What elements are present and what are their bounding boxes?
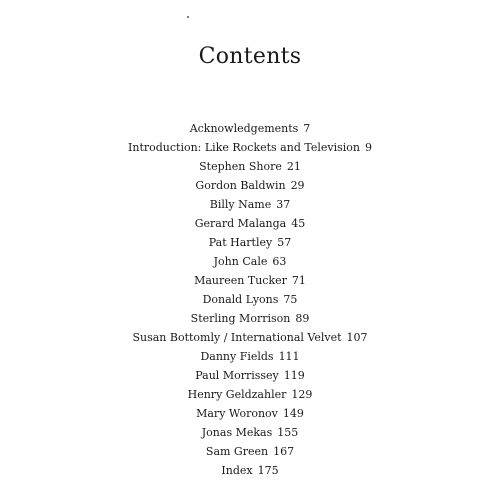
toc-entry-page-number: 149 <box>282 407 304 420</box>
toc-entry-title: Maureen Tucker <box>194 274 287 287</box>
toc-entry-title: John Cale <box>213 255 268 268</box>
toc-entry-title: Mary Woronov <box>196 407 278 420</box>
toc-entry <box>0 176 500 195</box>
table-of-contents <box>0 119 500 480</box>
toc-entry-title: Danny Fields <box>200 350 274 363</box>
toc-entry <box>0 290 500 309</box>
toc-entry-title: Introduction: Like Rockets and Television <box>128 141 360 154</box>
toc-entry-page-number: 63 <box>272 255 287 268</box>
toc-entry <box>0 138 500 157</box>
toc-entry-page-number: 7 <box>303 122 311 135</box>
toc-entry-page-number: 111 <box>278 350 300 363</box>
toc-entry-title: Paul Morrissey <box>195 369 279 382</box>
toc-entry-title: Susan Bottomly / International Velvet <box>132 331 342 344</box>
toc-entry <box>0 233 500 252</box>
toc-entry-page-number: 29 <box>290 179 305 192</box>
toc-entry <box>0 385 500 404</box>
toc-entry-page-number: 57 <box>277 236 292 249</box>
toc-entry-title: Henry Geldzahler <box>187 388 287 401</box>
toc-entry-title: Gordon Baldwin <box>195 179 286 192</box>
toc-entry <box>0 461 500 480</box>
toc-entry <box>0 347 500 366</box>
toc-entry-title: Jonas Mekas <box>201 426 273 439</box>
toc-entry-page-number: 45 <box>291 217 306 230</box>
toc-entry-title: Pat Hartley <box>208 236 273 249</box>
toc-entry <box>0 309 500 328</box>
toc-entry-title: Donald Lyons <box>202 293 279 306</box>
toc-entry-title: Gerard Malanga <box>194 217 287 230</box>
toc-entry <box>0 119 500 138</box>
toc-entry <box>0 423 500 442</box>
toc-entry-title: Sam Green <box>205 445 269 458</box>
toc-entry-title: Acknowledgements <box>189 122 299 135</box>
print-speck <box>187 16 189 18</box>
toc-entry <box>0 442 500 461</box>
toc-entry-page-number: 89 <box>295 312 310 325</box>
toc-entry-page-number: 175 <box>257 464 279 477</box>
toc-entry-page-number: 119 <box>283 369 305 382</box>
toc-entry-title: Index <box>221 464 253 477</box>
toc-entry <box>0 214 500 233</box>
toc-entry-page-number: 167 <box>273 445 295 458</box>
toc-entry-page-number: 107 <box>346 331 368 344</box>
toc-entry-page-number: 9 <box>364 141 372 154</box>
toc-entry <box>0 404 500 423</box>
toc-entry-page-number: 129 <box>291 388 313 401</box>
toc-entry-page-number: 75 <box>283 293 298 306</box>
toc-entry <box>0 252 500 271</box>
toc-entry-page-number: 21 <box>286 160 301 173</box>
toc-entry-title: Stephen Shore <box>199 160 282 173</box>
toc-entry <box>0 328 500 347</box>
toc-entry <box>0 195 500 214</box>
toc-entry-title: Billy Name <box>209 198 272 211</box>
toc-entry-page-number: 71 <box>291 274 306 287</box>
toc-entry <box>0 271 500 290</box>
toc-entry-page-number: 155 <box>277 426 299 439</box>
toc-entry-title: Sterling Morrison <box>190 312 291 325</box>
toc-entry <box>0 366 500 385</box>
toc-entry-page-number: 37 <box>276 198 291 211</box>
toc-entry <box>0 157 500 176</box>
page-title: Contents <box>198 44 302 69</box>
